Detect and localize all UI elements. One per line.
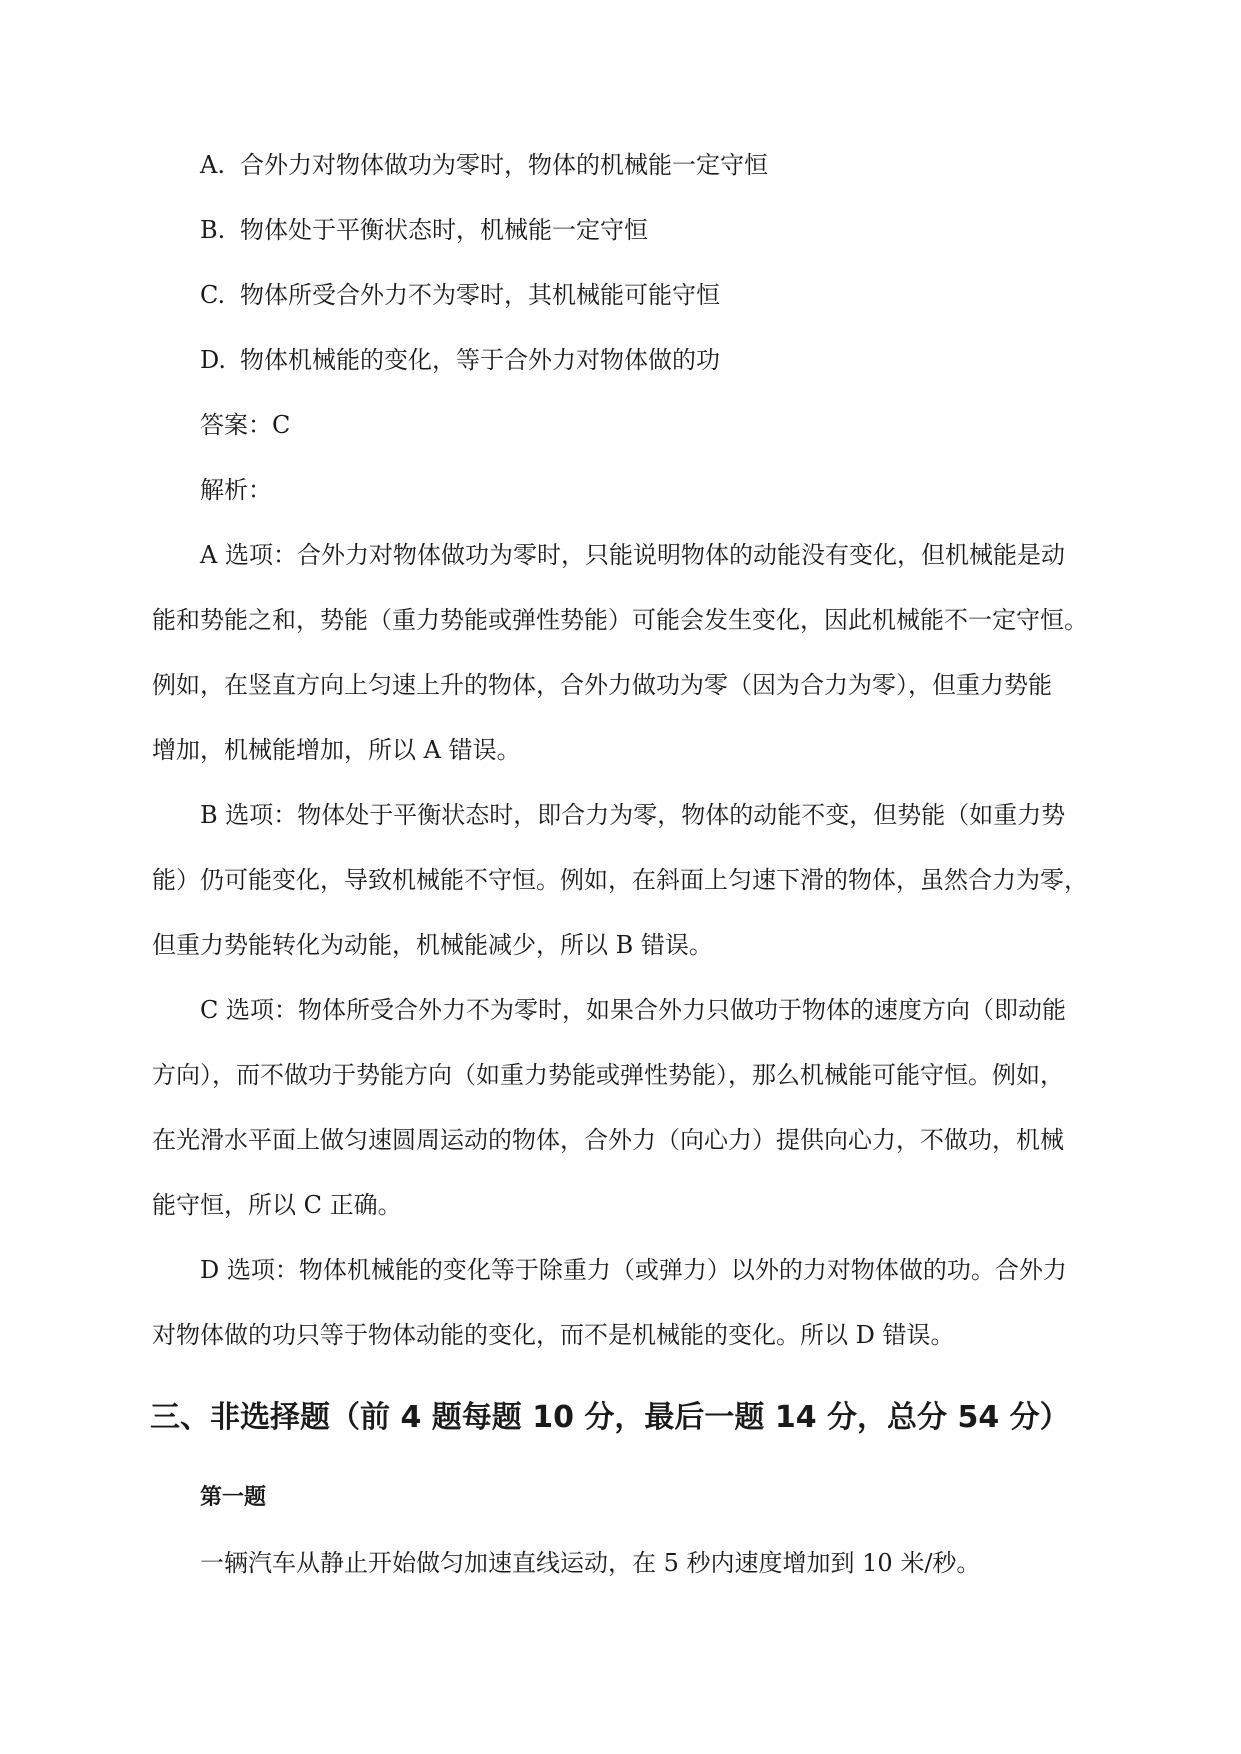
analysis-d-line-2: 对物体做的功只等于物体动能的变化，而不是机械能的变化。所以 D 错误。 bbox=[152, 1321, 955, 1349]
analysis-b-line-2: 能）仍可能变化，导致机械能不守恒。例如，在斜面上匀速下滑的物体，虽然合力为零， bbox=[152, 866, 1088, 894]
option-a bbox=[200, 150, 768, 180]
option-b-text: 物体处于平衡状态时，机械能一定守恒 bbox=[240, 216, 648, 244]
analysis-a-line-3: 例如，在竖直方向上匀速上升的物体，合外力做功为零（因为合力为零），但重力势能 bbox=[152, 671, 1052, 699]
answer-line: 答案：C bbox=[200, 411, 291, 439]
option-b bbox=[200, 215, 648, 245]
analysis-label: 解析： bbox=[200, 476, 272, 504]
question-1-title: 第一题 bbox=[200, 1485, 267, 1510]
option-c bbox=[200, 280, 720, 310]
analysis-c-line-2: 方向），而不做功于势能方向（如重力势能或弹性势能），那么机械能可能守恒。例如， bbox=[152, 1061, 1064, 1089]
analysis-a-line-4: 增加，机械能增加，所以 A 错误。 bbox=[152, 736, 521, 764]
question-1-text: 一辆汽车从静止开始做匀加速直线运动，在 5 秒内速度增加到 10 米/秒。 bbox=[200, 1549, 981, 1577]
analysis-c-line-4: 能守恒，所以 C 正确。 bbox=[152, 1191, 402, 1219]
option-c-text: 物体所受合外力不为零时，其机械能可能守恒 bbox=[240, 281, 720, 309]
analysis-c-line-3: 在光滑水平面上做匀速圆周运动的物体，合外力（向心力）提供向心力，不做功，机械 bbox=[152, 1126, 1064, 1154]
analysis-b-line-3: 但重力势能转化为动能，机械能减少，所以 B 错误。 bbox=[152, 931, 713, 959]
analysis-c-line-1: C 选项：物体所受合外力不为零时，如果合外力只做功于物体的速度方向（即动能 bbox=[200, 996, 1066, 1024]
option-d bbox=[200, 345, 720, 375]
option-d-letter: D. bbox=[200, 346, 227, 374]
section-title: 三、非选择题（前 4 题每题 10 分，最后一题 14 分，总分 54 分） bbox=[150, 1400, 1070, 1435]
analysis-b-line-1: B 选项：物体处于平衡状态时，即合力为零，物体的动能不变，但势能（如重力势 bbox=[200, 801, 1066, 829]
analysis-a-line-1: A 选项：合外力对物体做功为零时，只能说明物体的动能没有变化，但机械能是动 bbox=[200, 541, 1065, 569]
analysis-d-line-1: D 选项：物体机械能的变化等于除重力（或弹力）以外的力对物体做的功。合外力 bbox=[200, 1256, 1067, 1284]
option-b-letter: B. bbox=[200, 216, 226, 244]
option-a-text: 合外力对物体做功为零时，物体的机械能一定守恒 bbox=[240, 151, 768, 179]
option-a-letter: A. bbox=[200, 151, 225, 179]
analysis-a-line-2: 能和势能之和，势能（重力势能或弹性势能）可能会发生变化，因此机械能不一定守恒。 bbox=[152, 606, 1088, 634]
option-d-text: 物体机械能的变化，等于合外力对物体做的功 bbox=[240, 346, 720, 374]
option-c-letter: C. bbox=[200, 281, 226, 309]
